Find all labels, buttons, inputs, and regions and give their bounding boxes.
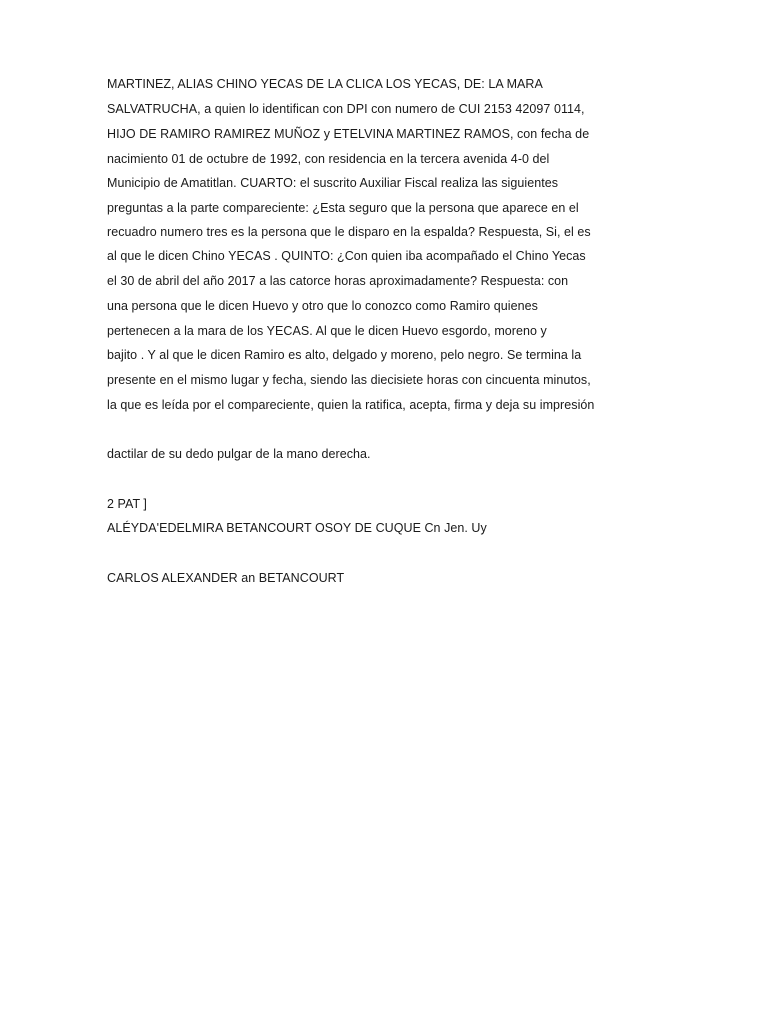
signature-line-3: CARLOS ALEXANDER an BETANCOURT	[107, 571, 345, 585]
closing-line: dactilar de su dedo pulgar de la mano derecha.	[107, 447, 371, 461]
body-text-line: nacimiento 01 de octubre de 1992, con residencia en la tercera avenida 4-0 del	[107, 152, 550, 166]
body-text-line: preguntas a la parte compareciente: ¿Esta seguro que la persona que aparece en el	[107, 201, 579, 215]
signature-line-2: ALÉYDA'EDELMIRA BETANCOURT OSOY DE CUQUE Cn Jen. Uy	[107, 521, 487, 535]
body-text-line: recuadro numero tres es la persona que le disparo en la espalda? Respuesta, Si, el es	[107, 225, 591, 239]
body-text-line: el 30 de abril del año 2017 a las catorce horas aproximadamente? Respuesta: con	[107, 274, 569, 288]
body-text-line: Municipio de Amatitlan. CUARTO: el suscrito Auxiliar Fiscal realiza las siguientes	[107, 176, 559, 190]
body-text-line: una persona que le dicen Huevo y otro que lo conozco como Ramiro quienes	[107, 299, 538, 313]
body-text-line: pertenecen a la mara de los YECAS. Al que le dicen Huevo esgordo, moreno y	[107, 324, 547, 338]
body-text-line: bajito . Y al que le dicen Ramiro es alto, delgado y moreno, pelo negro. Se termina la	[107, 348, 582, 362]
body-text-line: SALVATRUCHA, a quien lo identifican con DPI con numero de CUI 2153 42097 0114,	[107, 102, 585, 116]
body-text-line: HIJO DE RAMIRO RAMIREZ MUÑOZ y ETELVINA MARTINEZ RAMOS, con fecha de	[107, 127, 590, 141]
body-text-line: la que es leída por el compareciente, quien la ratifica, acepta, firma y deja su impresión	[107, 398, 595, 412]
body-text-line: MARTINEZ, ALIAS CHINO YECAS DE LA CLICA LOS YECAS, DE: LA MARA	[107, 77, 543, 91]
body-text-line: al que le dicen Chino YECAS . QUINTO: ¿Con quien iba acompañado el Chino Yecas	[107, 249, 586, 263]
signature-line-1: 2 PAT ]	[107, 497, 147, 511]
body-text-line: presente en el mismo lugar y fecha, siendo las diecisiete horas con cincuenta minutos,	[107, 373, 591, 387]
